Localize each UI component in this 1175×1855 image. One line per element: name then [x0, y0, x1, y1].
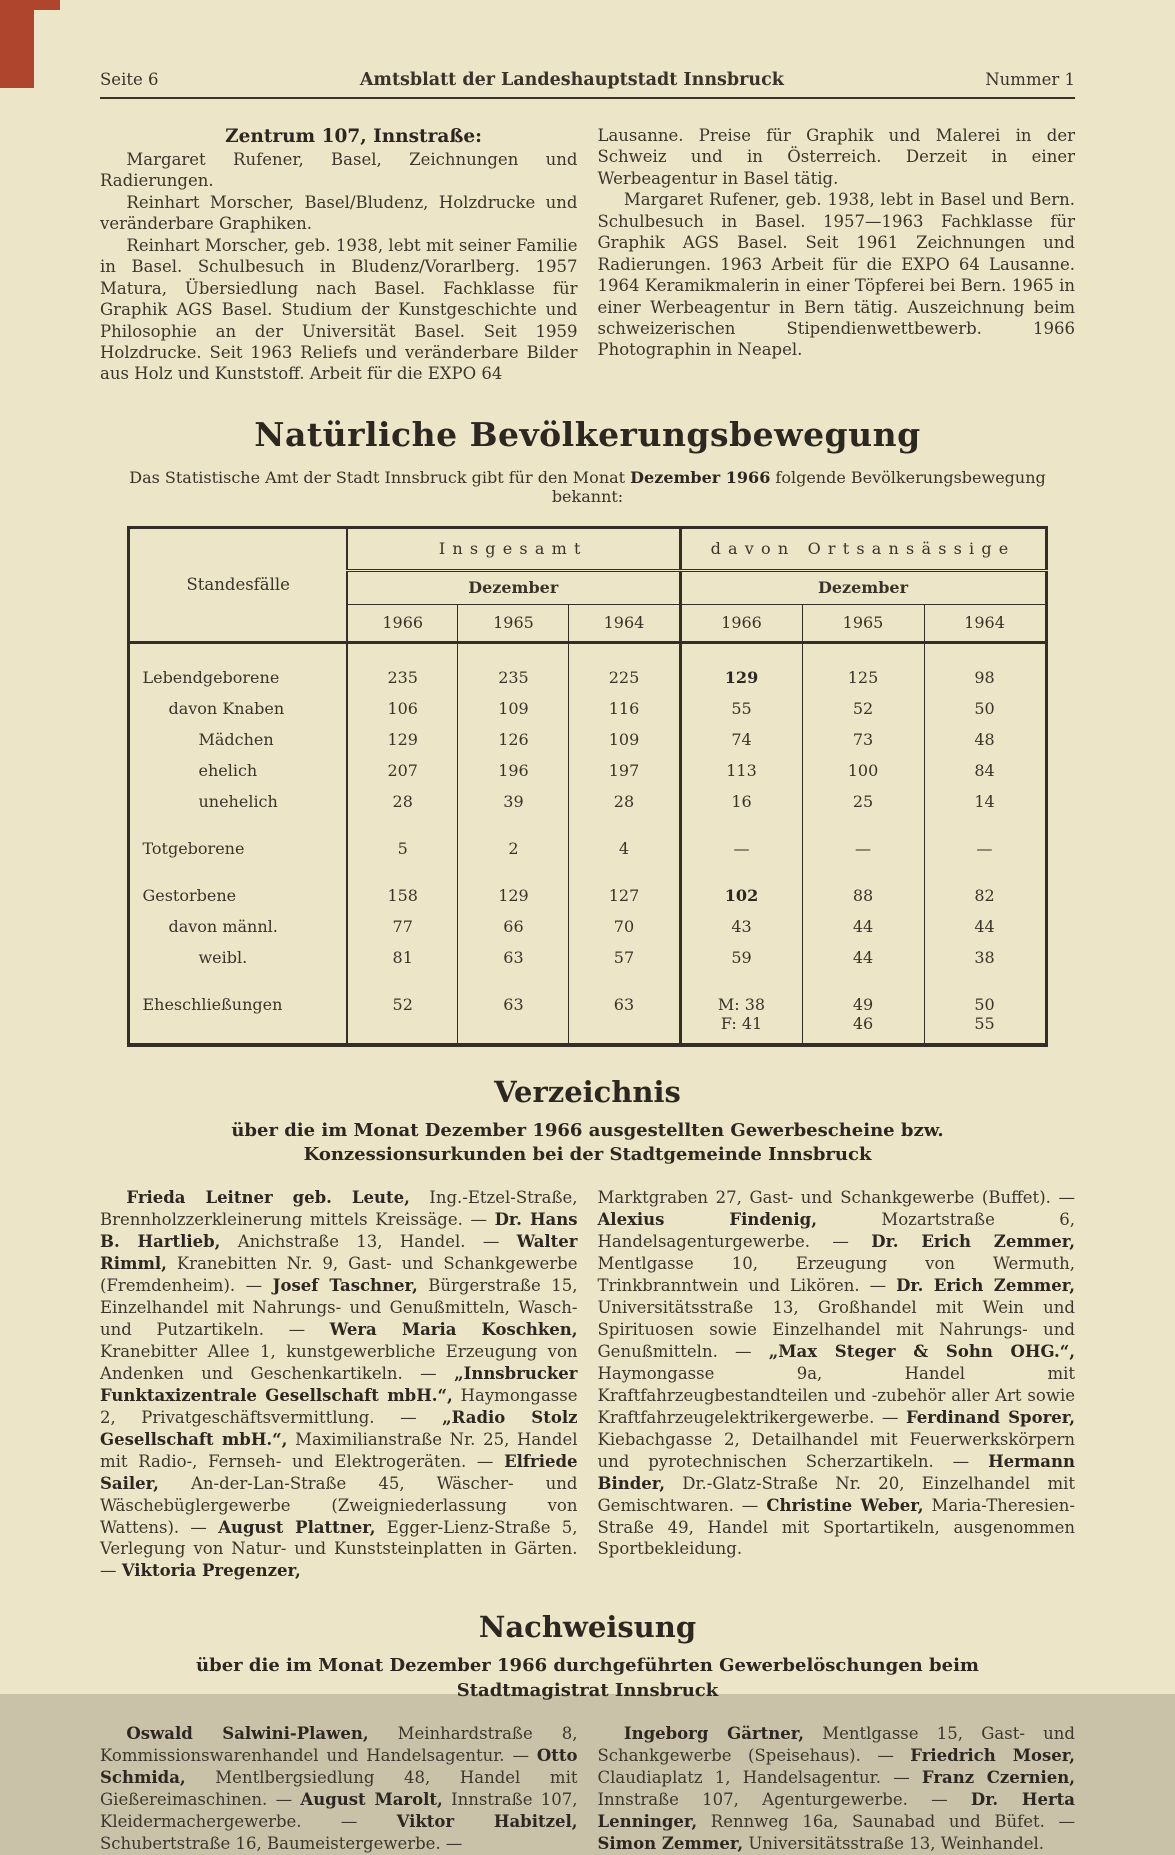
- masthead: [100, 70, 1075, 90]
- table-cell: 125: [802, 642, 924, 696]
- entry-name: Walter Rimml,: [100, 1232, 578, 1274]
- entry-name: „Radio Stolz Gesellschaft mbH.“,: [100, 1407, 578, 1449]
- table-cell: 81: [347, 945, 458, 976]
- row-label: Eheschließungen: [142, 994, 283, 1014]
- table-cell: 28: [569, 789, 680, 820]
- group-header-insgesamt: Insgesamt: [347, 527, 680, 570]
- nachweisung-entries: [100, 1723, 1075, 1855]
- scan-edge-artifact: [0, 0, 34, 88]
- page-number: Seite 6: [100, 70, 159, 89]
- entry-name: Dezember 1966: [630, 467, 771, 487]
- table-cell: 84: [924, 758, 1046, 789]
- row-label: davon männl.: [168, 916, 278, 936]
- bio-paragraph: Margaret Rufener, Basel, Zeichnungen und Radierungen.: [100, 150, 578, 191]
- entry-name: Dr. Herta Lenninger,: [597, 1789, 1075, 1831]
- table-row: [129, 820, 1046, 867]
- row-label: weibl.: [198, 947, 248, 967]
- population-intro: Das Statistische Amt der Stadt Innsbruck gibt für den Monat Dezember 1966 folgende Bevölkerungsbewegung bekannt:: [129, 467, 1046, 506]
- table-cell: 225: [569, 642, 680, 696]
- issue-number: Nummer 1: [985, 70, 1075, 89]
- entry-name: Ingeborg Gärtner,: [623, 1723, 804, 1743]
- table-cell: 196: [458, 758, 569, 789]
- table-cell: 116: [569, 696, 680, 727]
- table-cell: 50 55: [924, 976, 1046, 1045]
- table-cell: 158: [347, 867, 458, 914]
- nachweisung-subtitle: [100, 1654, 1075, 1703]
- nachweisung-right-column: Ingeborg Gärtner, Mentlgasse 15, Gast- und Schankgewerbe (Speisehaus). — Friedrich Moser, Claudiaplatz 1, Handelsagentur. — Franz Czernien, Innstraße 107, Agenturgewerbe. — Dr. Herta Lenninger, Rennweg 16a, Saunabad und Büfet. — Simon Zemmer, Universitätsstraße 13, Weinhandel.: [597, 1723, 1075, 1853]
- table-cell: 113: [680, 758, 802, 789]
- verzeichnis-subtitle-line2: Konzessionsurkunden bei der Stadtgemeinde Innsbruck: [303, 1144, 872, 1166]
- table-cell: 235: [347, 642, 458, 696]
- year-header: 1965: [458, 604, 569, 642]
- table-cell: 129: [458, 867, 569, 914]
- entry-name: Frieda Leitner geb. Leute,: [126, 1188, 410, 1208]
- scan-edge-artifact-top: [0, 0, 60, 10]
- subheader-dezember-orts: Dezember: [680, 570, 1046, 604]
- table-cell: —: [802, 820, 924, 867]
- verzeichnis-entries: [100, 1187, 1075, 1582]
- bios-right-column: [598, 125, 1076, 385]
- table-cell: 106: [347, 696, 458, 727]
- table-cell: 98: [924, 642, 1046, 696]
- table-cell: 39: [458, 789, 569, 820]
- entry-name: August Plattner,: [218, 1517, 376, 1537]
- bio-paragraph: Margaret Rufener, geb. 1938, lebt in Basel und Bern. Schulbesuch in Basel. 1957—1963 Fachklasse für Graphik AGS Basel. Seit 1961 Zeichnungen und Radierungen. 1963 Arbeit für die EXPO 64 Lausanne. 1964 Keramikmalerin in einer Töpferei bei Bern. 1965 in einer Werbeagentur in Bern tätig. Auszeichnung beim schweizerischen Stipendienwettbewerb. 1966 Photographin in Neapel.: [597, 190, 1075, 360]
- row-label: Mädchen: [198, 729, 274, 749]
- row-label: ehelich: [198, 760, 258, 780]
- table-cell: 63: [458, 976, 569, 1045]
- table-cell: 14: [924, 789, 1046, 820]
- entry-name: „Max Steger & Sohn OHG.“,: [768, 1342, 1075, 1362]
- table-row: [129, 976, 1046, 1045]
- table-cell: 43: [680, 914, 802, 945]
- nachweisung-title: Nachweisung: [478, 1610, 697, 1645]
- zentrum-heading: Zentrum 107, Innstraße:: [225, 126, 482, 147]
- entry-name: Christine Weber,: [766, 1495, 924, 1515]
- column-header-standesfaelle: Standesfälle: [129, 527, 347, 642]
- table-cell: 100: [802, 758, 924, 789]
- entry-name: Oswald Salwini-Plawen,: [126, 1723, 369, 1743]
- table-cell: 63: [458, 945, 569, 976]
- entry-name: Elfriede Sailer,: [100, 1451, 578, 1493]
- table-cell: 16: [680, 789, 802, 820]
- table-cell: 235: [458, 642, 569, 696]
- table-cell: 102: [680, 867, 802, 914]
- bio-paragraph: Reinhart Morscher, Basel/Bludenz, Holzdrucke und veränderbare Graphiken.: [100, 192, 578, 234]
- table-cell: 197: [569, 758, 680, 789]
- bio-paragraph: Reinhart Morscher, geb. 1938, lebt mit seiner Familie in Basel. Schulbesuch in Bludenz/Vorarlberg. 1957 Matura, Übersiedlung nach Basel. Fachklasse für Graphik AGS Basel. Studium der Kunstgeschichte und Philosophie an der Universität Basel. Seit 1959 Holzdrucke. Seit 1963 Reliefs und veränderbare Bilder aus Holz und Kunststoff. Arbeit für die EXPO 64: [100, 235, 578, 384]
- population-table-body: [129, 642, 1046, 1045]
- entry-name: Dr. Erich Zemmer,: [896, 1276, 1075, 1296]
- table-cell: 2: [458, 820, 569, 867]
- table-cell: 74: [680, 727, 802, 758]
- table-cell: 25: [802, 789, 924, 820]
- table-cell: 5: [347, 820, 458, 867]
- entry-name: Simon Zemmer,: [597, 1833, 744, 1853]
- table-cell: 49 46: [802, 976, 924, 1045]
- subheader-dezember-insgesamt: Dezember: [347, 570, 680, 604]
- year-header: 1964: [569, 604, 680, 642]
- row-label: davon Knaben: [168, 698, 285, 718]
- table-cell: —: [924, 820, 1046, 867]
- entry-name: Viktor Habitzel,: [396, 1811, 578, 1831]
- table-cell: 55: [680, 696, 802, 727]
- verzeichnis-subtitle: [100, 1119, 1075, 1168]
- year-header: 1964: [924, 604, 1046, 642]
- table-cell: 73: [802, 727, 924, 758]
- entry-name: Viktoria Pregenzer,: [121, 1561, 301, 1581]
- table-row: [129, 727, 1046, 758]
- table-cell: —: [680, 820, 802, 867]
- table-cell: 63: [569, 976, 680, 1045]
- table-cell: 70: [569, 914, 680, 945]
- table-cell: 48: [924, 727, 1046, 758]
- table-row: [129, 696, 1046, 727]
- table-cell: 4: [569, 820, 680, 867]
- bios-left-column: [100, 125, 578, 385]
- table-cell: 88: [802, 867, 924, 914]
- table-cell: 44: [802, 945, 924, 976]
- entry-name: Alexius Findenig,: [597, 1210, 817, 1230]
- entry-name: Hermann Binder,: [597, 1451, 1075, 1493]
- table-cell: 50: [924, 696, 1046, 727]
- row-label: unehelich: [198, 791, 278, 811]
- table-cell: 38: [924, 945, 1046, 976]
- table-cell: 77: [347, 914, 458, 945]
- nachweisung-subtitle-line2: Stadtmagistrat Innsbruck: [456, 1679, 719, 1701]
- entry-name: Dr. Hans B. Hartlieb,: [100, 1210, 578, 1252]
- table-cell: 207: [347, 758, 458, 789]
- table-cell: 52: [347, 976, 458, 1045]
- entry-name: Josef Taschner,: [272, 1276, 418, 1296]
- entry-name: „Innsbrucker Funktaxizentrale Gesellschaft mbH.“,: [100, 1363, 578, 1405]
- nachweisung-subtitle-line1: über die im Monat Dezember 1966 durchgeführten Gewerbelöschungen beim: [196, 1655, 979, 1677]
- table-cell: 66: [458, 914, 569, 945]
- table-cell: 129: [347, 727, 458, 758]
- artist-bios-section: [100, 125, 1075, 385]
- table-cell: 82: [924, 867, 1046, 914]
- table-cell: 109: [569, 727, 680, 758]
- table-cell: 57: [569, 945, 680, 976]
- population-table: [127, 526, 1047, 1047]
- table-cell: 44: [802, 914, 924, 945]
- table-row: [129, 867, 1046, 914]
- entry-name: Wera Maria Koschken,: [329, 1320, 578, 1340]
- nachweisung-left-column: Oswald Salwini-Plawen, Meinhardstraße 8, Kommissionswarenhandel und Handelsagentur. — Otto Schmida, Mentlbergsiedlung 48, Handel mit Gießereimaschinen. — August Marolt, Innstraße 107, Kleidermachergewerbe. — Viktor Habitzel, Schubertstraße 16, Baumeistergewerbe. —: [100, 1723, 578, 1853]
- gazette-title: Amtsblatt der Landeshauptstadt Innsbruck: [359, 70, 784, 90]
- entry-name: Otto Schmida,: [100, 1745, 578, 1787]
- table-cell: 52: [802, 696, 924, 727]
- table-cell: M: 38 F: 41: [680, 976, 802, 1045]
- row-label: Gestorbene: [142, 885, 237, 905]
- year-header: 1966: [347, 604, 458, 642]
- table-row: [129, 789, 1046, 820]
- row-label: Totgeborene: [142, 838, 245, 858]
- entry-name: August Marolt,: [300, 1789, 443, 1809]
- table-cell: 127: [569, 867, 680, 914]
- masthead-rule: [100, 97, 1075, 99]
- table-row: [129, 914, 1046, 945]
- verzeichnis-title: Verzeichnis: [494, 1074, 681, 1109]
- entry-name: Friedrich Moser,: [910, 1745, 1075, 1765]
- table-cell: 109: [458, 696, 569, 727]
- table-cell: 44: [924, 914, 1046, 945]
- entry-name: Dr. Erich Zemmer,: [871, 1232, 1075, 1252]
- bio-paragraph: Lausanne. Preise für Graphik und Malerei in der Schweiz und in Österreich. Derzeit in einer Werbeagentur in Basel tätig.: [597, 126, 1075, 188]
- year-header: 1966: [680, 604, 802, 642]
- verzeichnis-left-column: Frieda Leitner geb. Leute, Ing.-Etzel-Straße, Brennholzzerkleinerung mittels Kreissäge. — Dr. Hans B. Hartlieb, Anichstraße 13, Handel. — Walter Rimml, Kranebitten Nr. 9, Gast- und Schankgewerbe (Fremdenheim). — Josef Taschner, Bürgerstraße 15, Einzelhandel mit Nahrungs- und Genußmitteln, Wasch- und Putzartikeln. — Wera Maria Koschken, Kranebitter Allee 1, kunstgewerbliche Erzeugung von Andenken und Geschenkartikeln. — „Innsbrucker Funktaxizentrale Gesellschaft mbH.“, Haymongasse 2, Privatgeschäftsvermittlung. — „Radio Stolz Gesellschaft mbH.“, Maximilianstraße Nr. 25, Handel mit Radio-, Fernseh- und Elektrogeräten. — Elfriede Sailer, An-der-Lan-Straße 45, Wäscher- und Wäschebüglergewerbe (Zweigniederlassung von Wattens). — August Plattner, Egger-Lienz-Straße 5, Verlegung von Natur- und Kunststeinplatten in Gärten. — Viktoria Pregenzer,: [100, 1188, 578, 1581]
- group-header-ortsansaessige: davon Ortsansässige: [680, 527, 1046, 570]
- table-cell: 126: [458, 727, 569, 758]
- population-section-title: Natürliche Bevölkerungsbewegung: [254, 414, 921, 454]
- table-row: [129, 945, 1046, 976]
- row-label: Lebendgeborene: [142, 667, 280, 687]
- table-row: [129, 758, 1046, 789]
- table-row: [129, 642, 1046, 696]
- verzeichnis-subtitle-line1: über die im Monat Dezember 1966 ausgestellten Gewerbescheine bzw.: [231, 1119, 944, 1141]
- verzeichnis-right-column: Marktgraben 27, Gast- und Schankgewerbe (Buffet). — Alexius Findenig, Mozartstraße 6, Handelsagenturgewerbe. — Dr. Erich Zemmer, Mentlgasse 10, Erzeugung von Wermuth, Trinkbranntwein und Likören. — Dr. Erich Zemmer, Universitätsstraße 13, Großhandel mit Wein und Spirituosen sowie Einzelhandel mit Nahrungs- und Genußmitteln. — „Max Steger & Sohn OHG.“, Haymongasse 9a, Handel mit Kraftfahrzeugbestandteilen und -zubehör aller Art sowie Kraftfahrzeugelektrikergewerbe. — Ferdinand Sporer, Kiebachgasse 2, Detailhandel mit Feuerwerkskörpern und pyrotechnischen Scherzartikeln. — Hermann Binder, Dr.-Glatz-Straße Nr. 20, Einzelhandel mit Gemischtwaren. — Christine Weber, Maria-Theresien-Straße 49, Handel mit Sportartikeln, ausgenommen Sportbekleidung.: [597, 1188, 1076, 1559]
- table-cell: 59: [680, 945, 802, 976]
- table-cell: 28: [347, 789, 458, 820]
- year-header: 1965: [802, 604, 924, 642]
- table-cell: 129: [680, 642, 802, 696]
- entry-name: Franz Czernien,: [921, 1767, 1075, 1787]
- entry-name: Ferdinand Sporer,: [906, 1407, 1075, 1427]
